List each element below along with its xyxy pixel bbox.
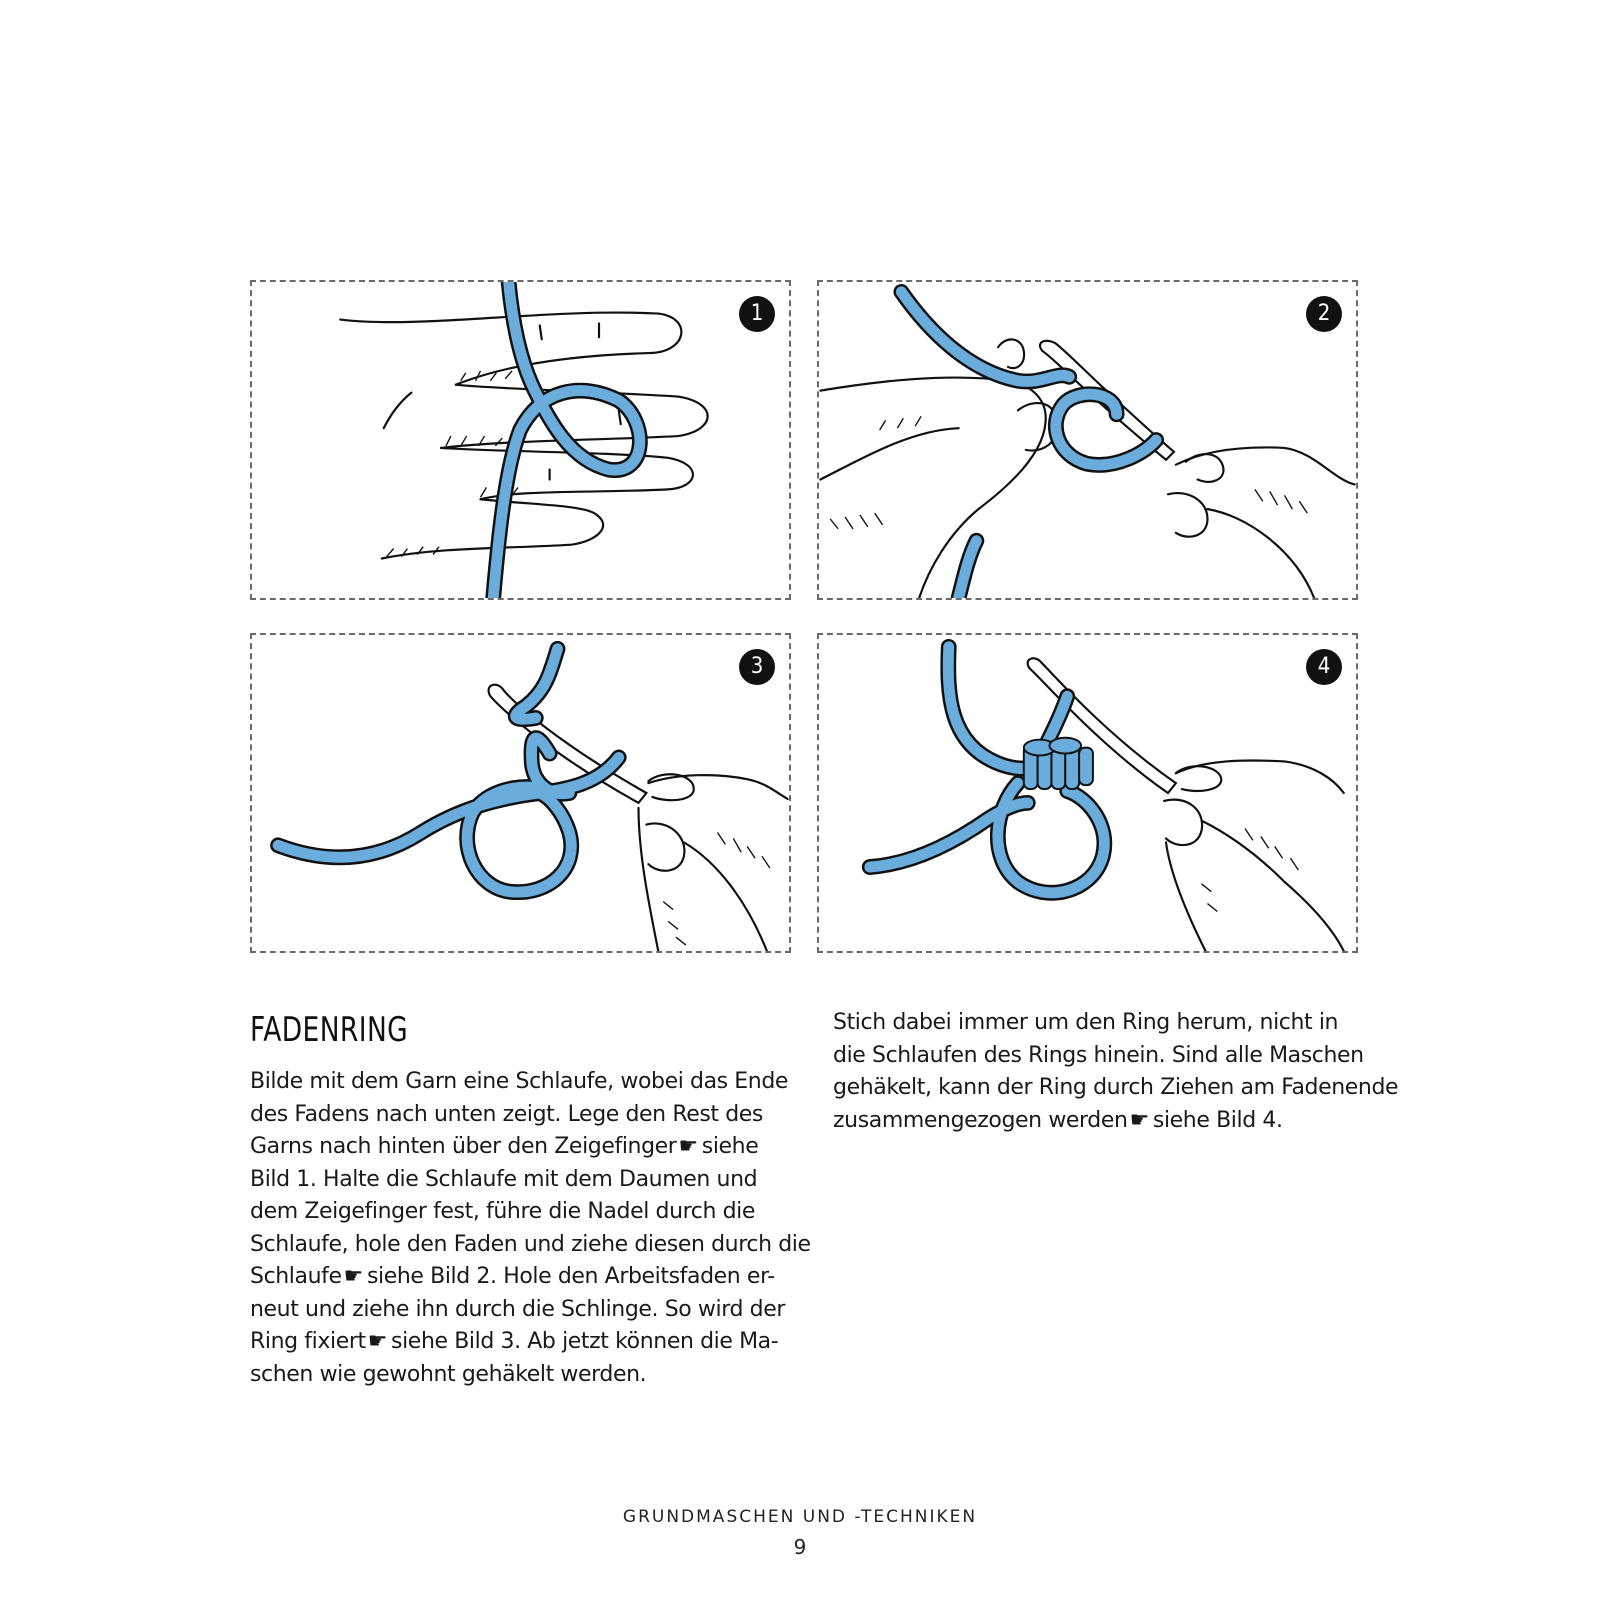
step-number-badge: 2 [1306, 296, 1342, 332]
instructions-left-column [250, 1066, 811, 1391]
text-line: gehäkelt, kann der Ring durch Ziehen am Fadenende [833, 1075, 1399, 1100]
text-line: Stich dabei immer um den Ring herum, nicht in [833, 1010, 1339, 1035]
illustration-step-3 [250, 633, 791, 953]
text-line [833, 1105, 1373, 1138]
section-heading: FADENRING [250, 1010, 409, 1050]
text-line: Bilde mit dem Garn eine Schlaufe, wobei das Ende [250, 1069, 789, 1094]
text-line: Bild 1. Halte die Schlaufe mit dem Daumen und [250, 1166, 758, 1192]
hook-fixing-ring-illustration [252, 635, 789, 951]
text-fragment: zusammengezogen werden [833, 1107, 1128, 1133]
step-number-badge: 3 [739, 649, 775, 685]
running-footer-title: GRUNDMASCHEN UND -TECHNIKEN [622, 1507, 978, 1527]
text-fragment: siehe Bild 2. Hole den Arbeitsfaden er- [366, 1264, 775, 1289]
text-line: die Schlaufen des Rings hinein. Sind alle Maschen [833, 1042, 1364, 1068]
text-line: des Fadens nach unten zeigt. Lege den Rest des [250, 1101, 763, 1127]
step-number-badge: 4 [1306, 649, 1342, 685]
pointing-hand-icon: ☛ [367, 1329, 388, 1354]
illustration-step-4 [817, 633, 1358, 953]
page-number: 9 [793, 1535, 807, 1559]
text-line [250, 1261, 795, 1294]
pointing-hand-icon: ☛ [678, 1134, 698, 1159]
illustration-step-2 [817, 280, 1358, 600]
finished-ring-illustration [819, 635, 1356, 951]
text-line: dem Zeigefinger fest, führe die Nadel durch die [250, 1199, 756, 1224]
text-fragment: Schlaufe [250, 1264, 342, 1289]
hands-hook-loop-illustration [819, 282, 1356, 598]
text-fragment: siehe [701, 1134, 759, 1159]
pointing-hand-icon: ☛ [1129, 1107, 1149, 1133]
illustration-step-1 [250, 280, 791, 600]
text-line [250, 1326, 795, 1359]
text-line [250, 1131, 795, 1164]
text-line: neut und ziehe ihn durch die Schlinge. So wird der [250, 1296, 785, 1322]
hand-yarn-loop-illustration [252, 282, 789, 598]
pointing-hand-icon: ☛ [343, 1264, 363, 1289]
step-number-badge: 1 [739, 296, 775, 332]
text-fragment: siehe Bild 3. Ab jetzt können die Ma- [391, 1329, 779, 1354]
text-line: schen wie gewohnt gehäkelt werden. [250, 1361, 647, 1387]
instructions-right-column [833, 1007, 1399, 1137]
text-fragment: Ring fixiert [250, 1329, 366, 1354]
text-line: Schlaufe, hole den Faden und ziehe diesen durch die [250, 1231, 811, 1257]
text-fragment: Garns nach hinten über den Zeigefinger [250, 1134, 677, 1159]
text-fragment: siehe Bild 4. [1152, 1107, 1283, 1133]
